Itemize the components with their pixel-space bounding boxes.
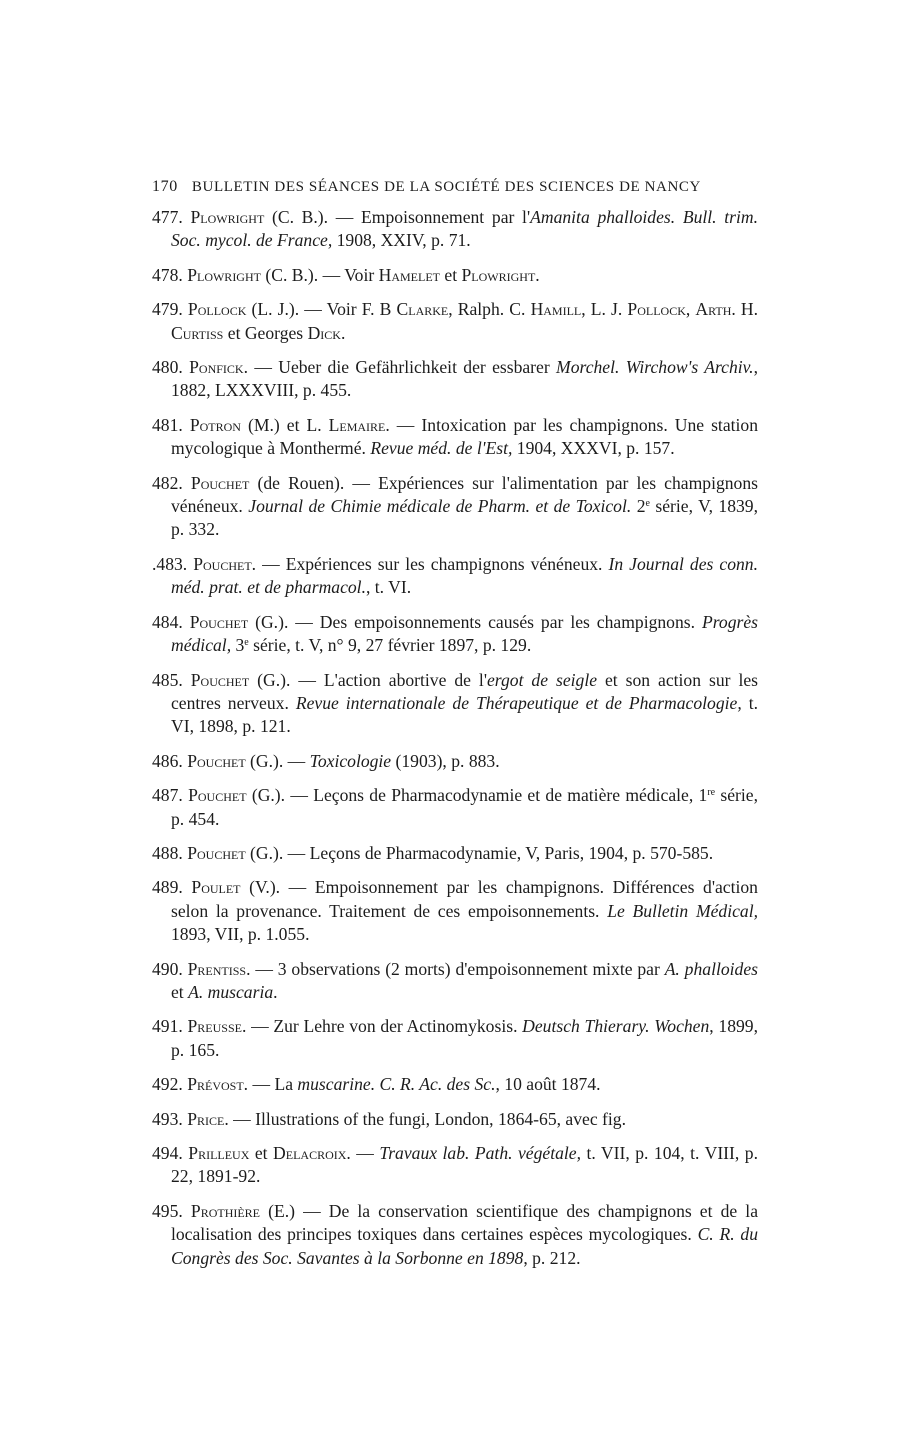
bibliography-entry xyxy=(152,1073,758,1096)
entry-author: Hamill xyxy=(530,299,582,320)
entry-superscript: e xyxy=(244,637,249,649)
entry-text: 2 xyxy=(631,496,646,517)
bibliography-entry xyxy=(152,1108,758,1131)
bibliography-entry xyxy=(152,264,758,287)
entry-text: . — Intoxication par les champignons. Une station mycologique à Monthermé. xyxy=(171,414,758,459)
bibliography-list xyxy=(152,206,758,1270)
entry-author: Pouchet xyxy=(188,785,247,806)
entry-italic-text: Progrès médical, xyxy=(171,611,758,656)
bibliography-entry xyxy=(152,414,758,461)
entry-author: Price xyxy=(187,1108,225,1129)
entry-number: 495. xyxy=(152,1200,183,1221)
entry-text: , p. 212. xyxy=(523,1247,581,1268)
entry-text: , t. VI. xyxy=(365,577,412,598)
entry-text: 1893, VII, p. 1.055. xyxy=(171,924,310,945)
entry-italic-text: Le Bulletin Médical, xyxy=(607,900,758,921)
entry-text: (1903), p. 883. xyxy=(391,750,500,771)
entry-author: Pouchet xyxy=(193,553,252,574)
bibliography-entry xyxy=(152,750,758,773)
entry-text: , 10 août 1874. xyxy=(495,1074,601,1095)
entry-number: 486. xyxy=(152,750,183,771)
entry-number: 490. xyxy=(152,958,183,979)
entry-author: Pouchet xyxy=(190,472,250,493)
bibliography-entry xyxy=(152,298,758,345)
entry-text: (G.). — Leçons de Pharmacodynamie et de matière médicale, 1 xyxy=(246,785,708,806)
entry-text: série, p. 454. xyxy=(171,785,758,829)
entry-text: . — Ueber die Gefährlichkeit der essbarer xyxy=(243,357,557,378)
entry-number: 489. xyxy=(152,877,183,898)
entry-text: , Ralph. C. xyxy=(448,299,531,320)
entry-italic-text: Journal de Chimie médicale de Pharm. et de Toxicol. xyxy=(248,496,632,517)
entry-number: 480. xyxy=(152,357,183,378)
entry-italic-text: Morchel. Wirchow's Archiv. xyxy=(556,357,754,378)
entry-author: Preusse xyxy=(187,1016,242,1037)
entry-text: série, V, 1839, p. 332. xyxy=(171,496,758,540)
bibliography-entry xyxy=(152,206,758,253)
entry-number: 494. xyxy=(152,1143,183,1163)
entry-number: 487. xyxy=(152,785,183,806)
page-number: 170 xyxy=(152,178,178,195)
entry-text: . — Expériences sur les champignons vénéneux. xyxy=(251,553,609,574)
entry-text: (G.). — xyxy=(245,750,310,771)
entry-italic-text: ergot de seigle xyxy=(486,669,598,690)
entry-text: (V.). — Empoisonnement par les champignons. Différences d'action selon la provenance. Traitement de ces empoisonnements. xyxy=(171,877,758,921)
entry-italic-text: Toxicologie xyxy=(309,750,392,771)
entry-author: Pouchet xyxy=(190,669,250,690)
entry-italic-text: Travaux lab. Path. végétale, xyxy=(379,1143,581,1163)
entry-italic-text: muscarine. C. R. Ac. des Sc. xyxy=(297,1074,496,1095)
entry-text: (G.). — Leçons de Pharmacodynamie, V, Paris, 1904, p. 570-585. xyxy=(245,842,714,863)
entry-author: Clarke xyxy=(396,299,449,320)
entry-number: 477. xyxy=(152,207,183,227)
entry-author: Plowright xyxy=(190,207,265,227)
bibliography-entry xyxy=(152,1142,758,1189)
bibliography-entry xyxy=(152,1015,758,1062)
entry-text: (L. J.). — Voir F. B xyxy=(246,299,397,320)
entry-text: , 1882, LXXXVIII, p. 455. xyxy=(171,357,758,401)
entry-author: Pollock xyxy=(627,299,686,320)
entry-author: Poulet xyxy=(191,877,241,898)
entry-text: . — Zur Lehre von der Actinomykosis. xyxy=(241,1016,523,1037)
entry-italic-text: Deutsch Thierary. Wochen xyxy=(522,1016,710,1037)
entry-text: (M.) et L. xyxy=(240,414,329,435)
entry-text: , L. J. xyxy=(581,299,628,320)
entry-number: 484. xyxy=(152,611,183,632)
entry-author: Prothière xyxy=(190,1200,261,1221)
entry-text: (G.). — Des empoisonnements causés par les champignons. xyxy=(248,611,702,632)
entry-text: . — xyxy=(346,1143,380,1163)
entry-text: t. VI, 1898, p. 121. xyxy=(171,692,758,737)
entry-author: Hamelet xyxy=(378,264,440,285)
entry-text: 1908, XXIV, p. 71. xyxy=(332,230,471,251)
entry-italic-text: C. R. du Congrès des Soc. Savantes à la Sorbonne en 1898 xyxy=(171,1224,759,1268)
entry-text: (C. B.). — Voir xyxy=(260,264,379,285)
entry-author: Prévost xyxy=(187,1074,244,1095)
bibliography-entry xyxy=(152,958,758,1005)
entry-author: Lemaire xyxy=(328,414,386,435)
entry-text: , 1899, p. 165. xyxy=(171,1016,758,1060)
entry-text: et Georges xyxy=(223,322,308,343)
entry-number: 491. xyxy=(152,1016,183,1037)
entry-author: Plowright xyxy=(187,264,261,285)
entry-number: 481. xyxy=(152,414,183,435)
entry-text: 3 xyxy=(231,635,245,656)
entry-text: , xyxy=(685,299,696,320)
entry-text: (E.) — De la conservation scientifique des champignons et de la localisation des principes toxiques dans certaines espèces mycologiques. xyxy=(171,1200,758,1245)
entry-text: et xyxy=(171,981,189,1002)
entry-text: . xyxy=(340,322,346,343)
entry-author: Pouchet xyxy=(189,611,249,632)
entry-text: 1904, XXXVI, p. 157. xyxy=(512,438,675,459)
bibliography-entry xyxy=(152,876,758,946)
entry-author: Dick xyxy=(307,322,341,343)
entry-text: série, t. V, n° 9, 27 février 1897, p. 129. xyxy=(248,635,532,656)
entry-text: . — Illustrations of the fungi, London, 1864-65, avec fig. xyxy=(224,1108,626,1129)
entry-author: Plowright xyxy=(461,264,536,285)
bibliography-entry xyxy=(152,784,758,831)
bibliography-entry xyxy=(152,472,758,542)
entry-number: 479. xyxy=(152,299,183,320)
running-header xyxy=(152,178,758,196)
entry-text: . — 3 observations (2 morts) d'empoisonnement mixte par xyxy=(246,958,665,979)
entry-text: . xyxy=(273,981,278,1002)
entry-italic-text: A. muscaria xyxy=(188,981,274,1002)
entry-text: . H. xyxy=(731,299,759,320)
entry-text: (C. B.). — Empoisonnement par l' xyxy=(264,207,531,227)
entry-author: Pollock xyxy=(187,299,247,320)
entry-author: Arth xyxy=(695,299,732,320)
entry-italic-text: Revue méd. de l'Est, xyxy=(370,438,513,459)
entry-author: Curtiss xyxy=(171,322,224,343)
entry-number: 488. xyxy=(152,842,183,863)
bibliography-entry xyxy=(152,669,758,739)
entry-text: et son action sur les centres nerveux. xyxy=(171,669,758,713)
entry-italic-text: A. phalloides xyxy=(664,958,758,979)
entry-italic-text: Revue internationale de Thérapeutique et de Pharmacologie, xyxy=(295,692,742,713)
entry-italic-text: In Journal des conn. méd. prat. et de pharmacol. xyxy=(171,553,758,598)
entry-number: 485. xyxy=(152,669,183,690)
entry-number: 478. xyxy=(152,264,183,285)
entry-author: Delacroix xyxy=(273,1143,347,1163)
bibliography-entry xyxy=(152,356,758,403)
entry-author: Pouchet xyxy=(187,842,246,863)
entry-text: (G.). — L'action abortive de l' xyxy=(249,669,487,690)
entry-author: Prentiss xyxy=(187,958,247,979)
entry-author: Prilleux xyxy=(188,1143,250,1163)
entry-text: . xyxy=(535,264,540,285)
journal-title: BULLETIN DES SÉANCES DE LA SOCIÉTÉ DES SCIENCES DE NANCY xyxy=(191,179,701,195)
entry-author: Ponfick xyxy=(189,357,244,378)
entry-author: Potron xyxy=(189,414,241,435)
entry-text: et xyxy=(249,1143,274,1163)
bibliography-entry xyxy=(152,611,758,658)
bibliography-entry xyxy=(152,842,758,865)
entry-author: Pouchet xyxy=(187,750,246,771)
entry-text: et xyxy=(440,264,462,285)
entry-number: .483. xyxy=(152,553,188,574)
entry-number: 492. xyxy=(152,1074,183,1095)
entry-text: (de Rouen). — Expériences sur l'alimentation par les champignons vénéneux. xyxy=(171,472,758,517)
bibliography-entry xyxy=(152,553,758,600)
entry-superscript: re xyxy=(707,787,716,799)
entry-number: 493. xyxy=(152,1108,183,1129)
entry-text: t. VII, p. 104, t. VIII, p. 22, 1891-92. xyxy=(171,1143,758,1187)
entry-number: 482. xyxy=(152,472,183,493)
entry-superscript: e xyxy=(645,498,650,510)
entry-text: . — La xyxy=(243,1074,298,1095)
bibliography-page xyxy=(152,178,758,1281)
entry-italic-text: Amanita phalloides. Bull. trim. Soc. mycol. de France, xyxy=(171,207,758,251)
bibliography-entry xyxy=(152,1200,758,1270)
